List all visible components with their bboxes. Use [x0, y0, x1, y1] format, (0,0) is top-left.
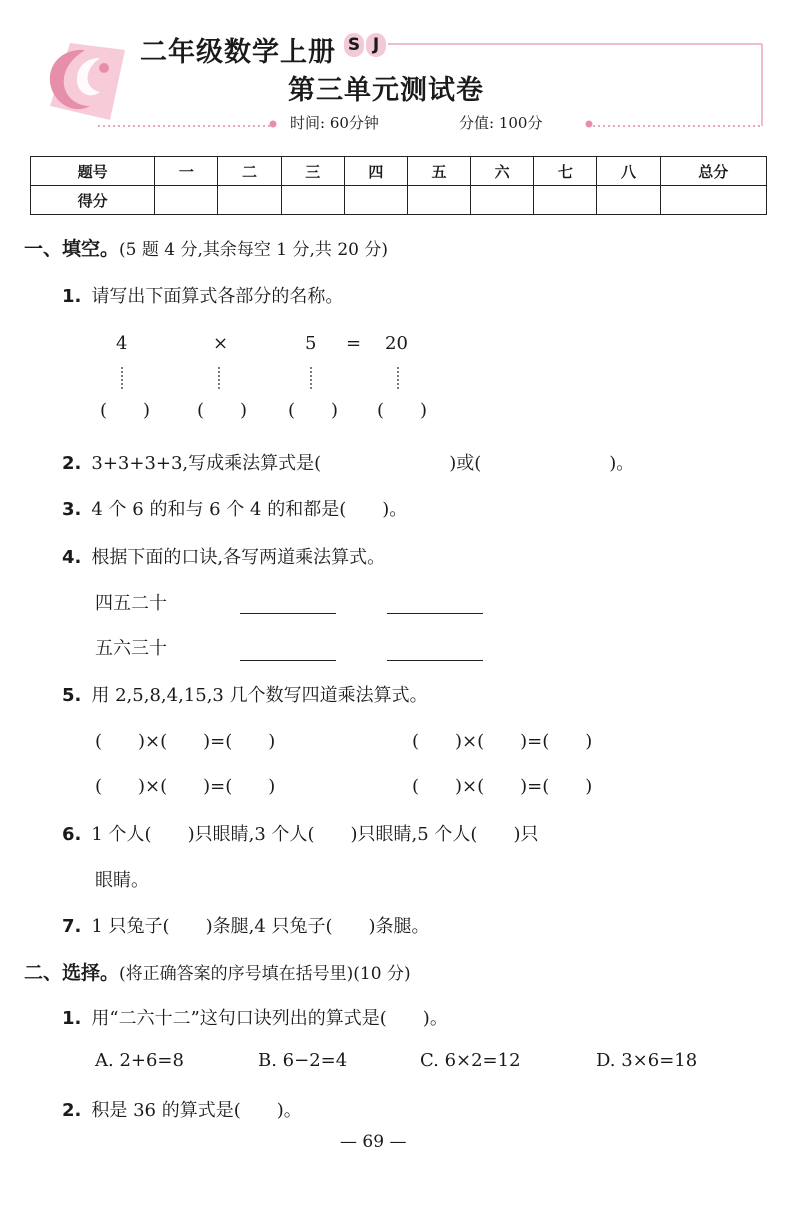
- rhyme-1: 四五二十: [95, 593, 167, 614]
- name-blank-4[interactable]: ( ): [377, 400, 428, 421]
- question-1-1: [62, 282, 343, 308]
- answer-underline[interactable]: [240, 660, 336, 661]
- question-number: 6.: [62, 824, 82, 845]
- score-cell: 一: [155, 157, 218, 186]
- score-input-cell[interactable]: [407, 186, 470, 215]
- score-table-score-row: [31, 186, 767, 215]
- score-cell: 二: [218, 157, 281, 186]
- question-1-5: [62, 681, 428, 707]
- score-cell: 八: [597, 157, 660, 186]
- score-cell: 五: [407, 157, 470, 186]
- page-number: — 69 —: [340, 1132, 407, 1152]
- score-cell: 总分: [660, 157, 766, 186]
- question-text: 根据下面的口诀,各写两道乘法算式。: [91, 547, 386, 568]
- option-b[interactable]: B. 6−2=4: [258, 1050, 348, 1071]
- expr-operand-4: 4: [116, 333, 128, 354]
- score-input-cell[interactable]: [155, 186, 218, 215]
- score-input-cell[interactable]: [660, 186, 766, 215]
- expr-operand-5: 5: [305, 333, 317, 354]
- expr-equals-sign: =: [346, 333, 362, 354]
- question-1-4: [62, 543, 385, 569]
- time-label: 时间: 60分钟: [290, 114, 379, 132]
- question-number: 2.: [62, 1100, 82, 1121]
- question-number: 7.: [62, 916, 82, 937]
- question-number: 1.: [62, 286, 82, 307]
- score-input-cell[interactable]: [281, 186, 344, 215]
- score-input-cell[interactable]: [471, 186, 534, 215]
- question-text: 用 2,5,8,4,15,3 几个数写四道乘法算式。: [91, 685, 428, 706]
- score-cell: 四: [344, 157, 407, 186]
- edition-letter-s: S: [344, 33, 364, 57]
- score-label: 分值: 100分: [459, 114, 543, 132]
- question-number: 2.: [62, 453, 82, 474]
- question-number: 4.: [62, 547, 82, 568]
- edition-badge: [344, 33, 388, 57]
- equation-template[interactable]: ( )×( )=( ): [412, 776, 593, 797]
- question-number: 5.: [62, 685, 82, 706]
- answer-underline[interactable]: [240, 613, 336, 614]
- section1-title: 一、填空。: [24, 238, 120, 260]
- name-blank-3[interactable]: ( ): [288, 400, 339, 421]
- question-text: 1 只兔子( )条腿,4 只兔子( )条腿。: [91, 916, 430, 937]
- score-cell: 题号: [31, 157, 155, 186]
- section1-heading: [24, 234, 388, 261]
- score-input-cell[interactable]: [344, 186, 407, 215]
- question-1-3: [62, 495, 407, 521]
- name-blank-1[interactable]: ( ): [100, 400, 151, 421]
- question-number: 3.: [62, 499, 82, 520]
- score-table: [30, 156, 767, 215]
- question-1-6-continued: 眼睛。: [95, 870, 149, 891]
- question-text: 用“二六十二”这句口诀列出的算式是( )。: [91, 1008, 448, 1029]
- score-row-label: 得分: [31, 186, 155, 215]
- section2-note: (将正确答案的序号填在括号里)(10 分): [119, 964, 411, 984]
- question-text: 4 个 6 的和与 6 个 4 的和都是( )。: [91, 499, 408, 520]
- question-2-2: [62, 1096, 302, 1122]
- rhyme-2: 五六三十: [95, 638, 167, 659]
- question-text-a: 3+3+3+3,写成乘法算式是(: [91, 453, 322, 474]
- score-cell: 三: [281, 157, 344, 186]
- unit-title: 第三单元测试卷: [288, 75, 484, 106]
- option-c[interactable]: C. 6×2=12: [420, 1050, 521, 1071]
- question-number: 1.: [62, 1008, 82, 1029]
- section2-heading: [24, 958, 411, 985]
- question-text-b: )或(: [449, 453, 482, 474]
- score-cell: 六: [471, 157, 534, 186]
- book-title: 二年级数学上册: [140, 37, 336, 68]
- section1-note: (5 题 4 分,其余每空 1 分,共 20 分): [119, 240, 388, 260]
- expr-times-sign: ×: [213, 333, 229, 354]
- score-table-header-row: [31, 157, 767, 186]
- expr-result-20: 20: [385, 333, 408, 354]
- score-input-cell[interactable]: [597, 186, 660, 215]
- name-blank-2[interactable]: ( ): [197, 400, 248, 421]
- question-text-c: )。: [609, 453, 635, 474]
- expr-leader-lines: [0, 365, 800, 395]
- score-input-cell[interactable]: [534, 186, 597, 215]
- score-input-cell[interactable]: [218, 186, 281, 215]
- edition-letter-j: J: [366, 33, 386, 57]
- question-2-1: [62, 1004, 448, 1030]
- option-a[interactable]: A. 2+6=8: [95, 1050, 184, 1071]
- question-text: 请写出下面算式各部分的名称。: [91, 286, 344, 307]
- equation-template[interactable]: ( )×( )=( ): [95, 731, 276, 752]
- question-1-2: [62, 449, 634, 475]
- answer-underline[interactable]: [387, 660, 483, 661]
- section2-title: 二、选择。: [24, 962, 120, 984]
- answer-underline[interactable]: [387, 613, 483, 614]
- equation-template[interactable]: ( )×( )=( ): [95, 776, 276, 797]
- question-text: 积是 36 的算式是( )。: [91, 1100, 302, 1121]
- equation-template[interactable]: ( )×( )=( ): [412, 731, 593, 752]
- score-cell: 七: [534, 157, 597, 186]
- question-1-7: [62, 912, 430, 938]
- question-1-6: [62, 820, 538, 846]
- option-d[interactable]: D. 3×6=18: [596, 1050, 698, 1071]
- question-text: 1 个人( )只眼睛,3 个人( )只眼睛,5 个人( )只: [91, 824, 539, 845]
